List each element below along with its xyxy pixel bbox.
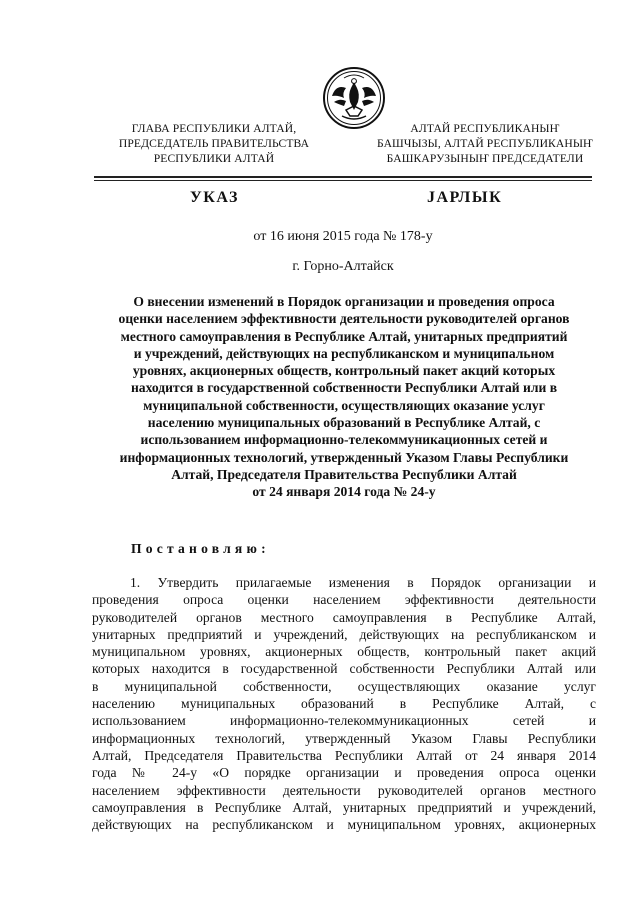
document-date-number: от 16 июня 2015 года № 178-у: [253, 229, 433, 244]
document-title: [92, 293, 596, 501]
body-line: года № 24-у «О порядке организации и проведения опроса оценки: [92, 765, 596, 781]
header-right-line: АЛТАЙ РЕСПУБЛИКАНЫҤ: [410, 122, 560, 135]
body-line: 1. Утвердить прилагаемые изменения в Порядок организации и: [130, 575, 596, 590]
body-line: в муниципальной собственности, осуществляющих оказание услуг: [92, 678, 596, 694]
header-left-line: ПРЕДСЕДАТЕЛЬ ПРАВИТЕЛЬСТВА: [118, 137, 310, 150]
body-line: которых находится в государственной собственности Республики Алтай или: [92, 661, 596, 677]
title-line: населению муниципальных образований в Республике Алтай, с: [147, 415, 541, 431]
body-line: использованием информационно-телекоммуникационных сетей и: [92, 713, 596, 729]
title-line: Алтай, Председателя Правительства Республики Алтай: [171, 466, 517, 482]
header-right-block: [360, 121, 610, 166]
title-line: О внесении изменений в Порядок организации и проведения опроса: [133, 294, 555, 309]
body-line: Алтай, Председателя Правительства Республики Алтай от 24 января 2014: [92, 747, 596, 763]
header-divider: [94, 176, 592, 178]
body-line: муниципальном уровнях, акционерных обществ, контрольный пакет акций: [92, 644, 596, 660]
body-line: руководителей органов местного самоуправления в Республике Алтай,: [92, 609, 596, 625]
body-line: унитарных предприятий и учреждений, действующих на республиканском и: [92, 626, 596, 642]
document-body: [92, 574, 596, 833]
body-line: проведения опроса оценки населением эффективности деятельности: [92, 592, 596, 608]
header-left-line: ГЛАВА РЕСПУБЛИКИ АЛТАЙ,: [131, 122, 297, 135]
body-line: действующих на республиканском и муниципальном уровнях, акционерных: [92, 817, 596, 833]
header-right-line: БАШЧЫЗЫ, АЛТАЙ РЕСПУБЛИКАНЫҤ: [376, 137, 593, 150]
title-line: от 24 января 2014 года № 24-у: [252, 484, 436, 500]
body-line: населением эффективности деятельности руководителей органов местного: [92, 782, 596, 798]
title-line: уровнях, акционерных обществ, контрольный пакет акций которых: [132, 363, 556, 379]
document-type-ru: УКАЗ: [190, 189, 239, 206]
header-divider-thin: [94, 180, 592, 181]
header-left-line: РЕСПУБЛИКИ АЛТАЙ: [153, 152, 275, 165]
title-line: и учреждений, действующих на республиканском и муниципальном: [133, 345, 555, 361]
title-line: информационных технологий, утвержденный Указом Главы Республики: [119, 449, 569, 465]
body-line: населению муниципальных образований в Республике Алтай, с: [92, 696, 596, 712]
title-line: использованием информационно-телекоммуникационных сетей и: [140, 432, 548, 448]
title-line: местного самоуправления в Республике Алтай, унитарных предприятий: [120, 328, 568, 344]
document-type-alt: ЈАРЛЫК: [427, 189, 503, 206]
body-line: информационных технологий, утвержденный Указом Главы Республики: [92, 730, 596, 746]
title-line: оценки населением эффективности деятельности руководителей органов: [118, 311, 570, 327]
header-left-block: [108, 121, 320, 166]
title-line: муниципальной собственности, осуществляющих оказание услуг: [143, 397, 545, 413]
body-line: самоуправления в Республике Алтай, унитарных предприятий и учреждений,: [92, 799, 596, 815]
header-right-line: БАШКАРУЗЫНЫҤ ПРЕДСЕДАТЕЛИ: [386, 152, 584, 165]
document-city: г. Горно-Алтайск: [292, 259, 394, 274]
title-line: находится в государственной собственности Республики Алтай или в: [130, 380, 558, 396]
resolve-heading: Постановляю:: [131, 541, 270, 556]
